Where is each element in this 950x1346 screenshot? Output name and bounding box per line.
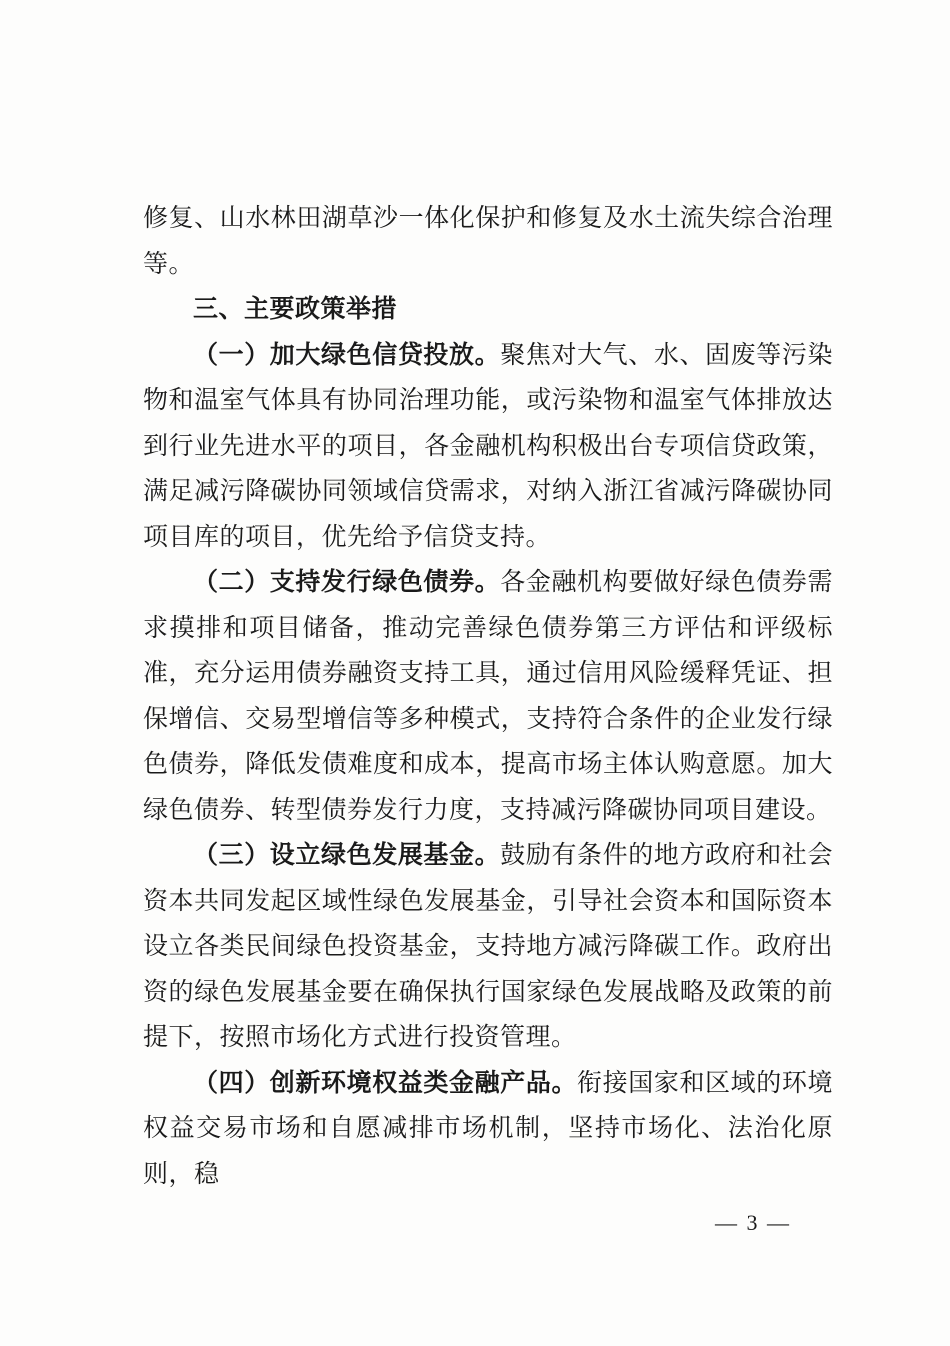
item-text-3: 鼓励有条件的地方政府和社会资本共同发起区域性绿色发展基金，引导社会资本和国际资本设立各类民间绿色投资基金，支持地方减污降碳工作。政府出资的绿色发展基金要在确保执行国家绿色发展战略及政策的前提下，按照市场化方式进行投资管理。 (143, 840, 833, 1051)
item-paragraph-2 (143, 559, 833, 832)
page-number: — 3 — (715, 1210, 791, 1235)
section-heading: 三、主要政策举措 (193, 294, 398, 323)
body-text (143, 195, 833, 1196)
item-heading-2: （二）支持发行绿色债券。 (193, 567, 501, 596)
item-text-1: 聚焦对大气、水、固废等污染物和温室气体具有协同治理功能，或污染物和温室气体排放达到行业先进水平的项目，各金融机构积极出台专项信贷政策，满足减污降碳协同领域信贷需求，对纳入浙江省减污降碳协同项目库的项目，优先给予信贷支持。 (143, 339, 833, 551)
item-paragraph-4 (143, 1060, 833, 1197)
item-heading-4: （四）创新环境权益类金融产品。 (193, 1067, 578, 1097)
item-heading-1: （一）加大绿色信贷投放。 (193, 339, 501, 369)
item-heading-3: （三）设立绿色发展基金。 (193, 840, 501, 869)
item-paragraph-3 (143, 832, 833, 1060)
item-paragraph-1 (143, 332, 833, 560)
item-text-2: 各金融机构要做好绿色债券需求摸排和项目储备，推动完善绿色债券第三方评估和评级标准，充分运用债券融资支持工具，通过信用风险缓释凭证、担保增信、交易型增信等多种模式，支持符合条件的企业发行绿色债券，降低发债难度和成本，提高市场主体认购意愿。加大绿色债券、转型债券发行力度，支持减污降碳协同项目建设。 (143, 567, 833, 824)
item-text-4: 衔接国家和区域的环境权益交易市场和自愿减排市场机制，坚持市场化、法治化原则，稳 (143, 1067, 833, 1188)
continuation-paragraph: 修复、山水林田湖草沙一体化保护和修复及水土流失综合治理等。 (143, 203, 833, 278)
